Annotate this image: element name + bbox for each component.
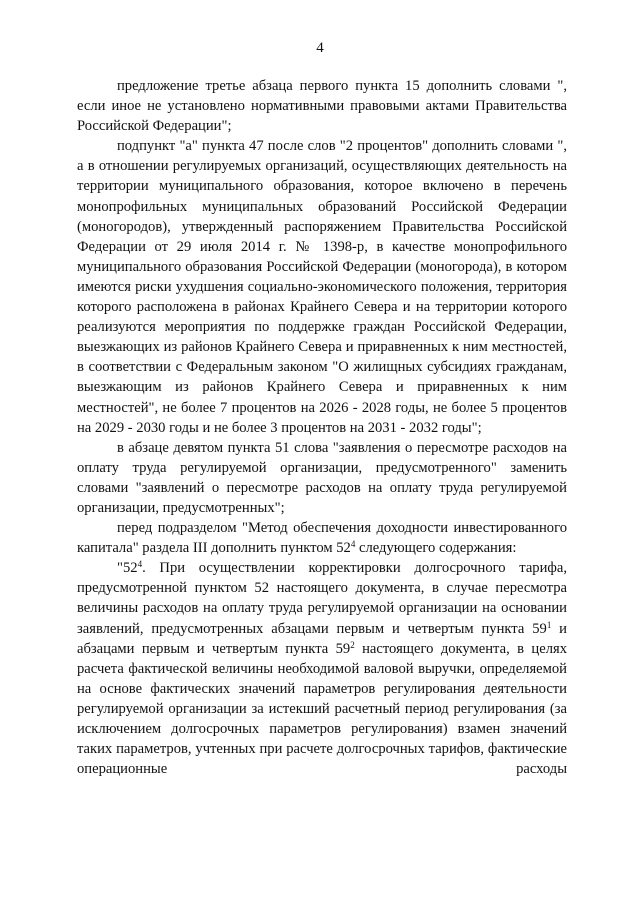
paragraph-add-point-52-4 <box>77 518 567 558</box>
paragraph-text: . При осуществлении корректировки долгосрочного тарифа, предусмотренной пунктом 52 настоящего документа, в случае пересмотра величины расходов на оплату труда регулируемой организации на основании заявлений, предусмотренных абзацами первым и четвертым пункта 59 <box>77 560 567 637</box>
document-body <box>77 76 567 779</box>
superscript: 2 <box>350 639 355 650</box>
paragraph-text: следующего содержания: <box>355 540 517 557</box>
superscript: 4 <box>137 559 143 570</box>
paragraph-text: перед подразделом "Метод обеспечения доходности инвестированного капитала" раздела III дополнить пунктом 52 <box>77 520 567 557</box>
paragraph-text: "52 <box>117 560 138 577</box>
paragraph-item-15: предложение третье абзаца первого пункта 15 дополнить словами ", если иное не установлено нормативными правовыми актами Правительства Российской Федерации"; <box>77 78 567 135</box>
paragraph-point-52-4-text <box>77 558 567 779</box>
paragraph-text: и абзацами первым и четвертым пункта 59 <box>77 620 567 657</box>
superscript: 1 <box>546 619 552 630</box>
page-number: 4 <box>316 40 324 56</box>
paragraph-text: настоящего документа, в целях расчета фактической величины необходимой валовой выручки, определяемой на основе фактических значений параметров регулирования деятельности регулируемой организации за истекший расчетный период регулирования (за исключением долгосрочных параметров регулирования) взамен значений таких параметров, учтенных при расчете долгосрочных тарифов, фактические операционные расходы <box>77 640 567 778</box>
paragraph-item-47: подпункт "а" пункта 47 после слов "2 процентов" дополнить словами ", а в отношении регулируемых организаций, осуществляющих деятельность на территории муниципального образования, которое включено в перечень монопрофильных муниципальных образований Российской Федерации (моногородов), утвержденный распоряжением Правительства Российской Федерации от 29 июля 2014 г. № 1398-р, в качестве монопрофильного муниципального образования Российской Федерации (моногорода), в котором имеются риски ухудшения социально-экономического положения, территория которого расположена в районах Крайнего Севера и на территории которого реализуются мероприятия по поддержке граждан Российской Федерации, выезжающих из районов Крайнего Севера и приравненных к ним местностей, в соответствии с Федеральным законом "О жилищных субсидиях гражданам, выезжающим из районов Крайнего Севера и приравненных к ним местностей", не более 7 процентов на 2026 - 2028 годы, не более 5 процентов на 2029 - 2030 годы и не более 3 процентов на 2031 - 2032 годы"; <box>77 138 567 436</box>
superscript: 4 <box>350 539 356 550</box>
paragraph-item-51: в абзаце девятом пункта 51 слова "заявления о пересмотре расходов на оплату труда регулируемой организации, предусмотренного" заменить словами "заявлений о пересмотре расходов на оплату труда регулируемой организации, предусмотренных"; <box>77 439 567 516</box>
